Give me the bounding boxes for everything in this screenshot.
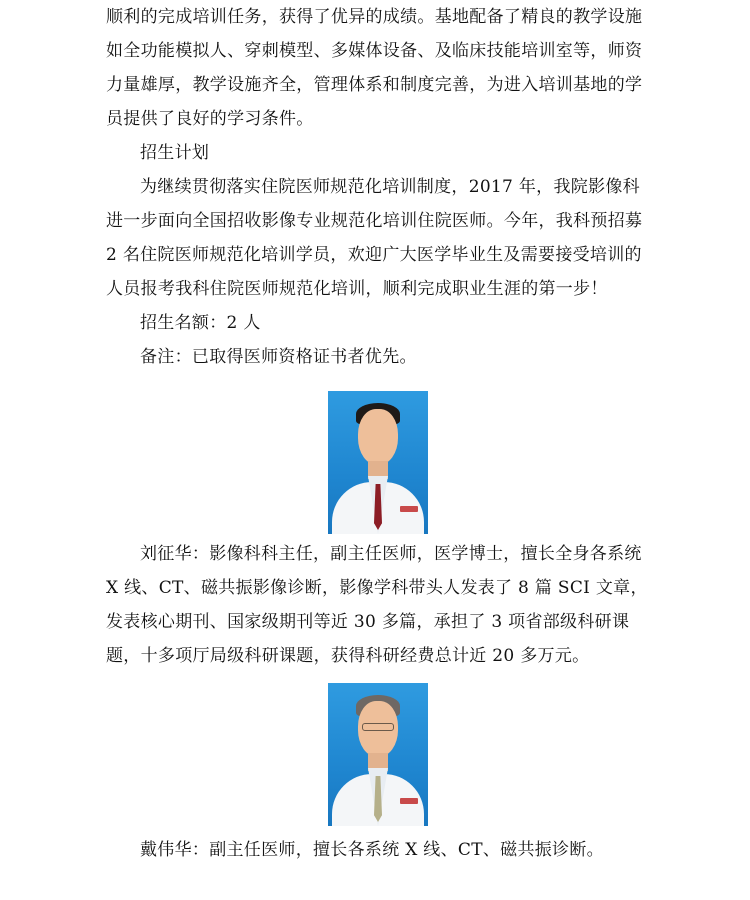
intro-paragraph-continued: 顺利的完成培训任务，获得了优异的成绩。基地配备了精良的教学设施如全功能模拟人、穿刺模型、多媒体设备、及临床技能培训室等，师资力量雄厚，教学设施齐全，管理体系和制度完善，为进入培训基地的学员提供了良好的学习条件。: [106, 7, 643, 129]
enrollment-quota: 招生名额：2 人: [140, 313, 261, 333]
glasses-icon: [362, 723, 394, 731]
doctor-portrait-photo-1: [328, 391, 428, 534]
hospital-badge-icon: [400, 506, 418, 512]
doctor-bio-2: 戴伟华：副主任医师，擅长各系统 X 线、CT、磁共振诊断。: [140, 840, 604, 860]
doctor-bio-1: 刘征华：影像科科主任，副主任医师，医学博士，擅长全身各系统 X 线、CT、磁共振影像诊断，影像学科带头人发表了 8 篇 SCI 文章，发表核心期刊、国家级期刊等近 30 多篇，承担了 3 项省部级科研课题，十多项厅局级科研课题，获得科研经费总计近 20 多万元。: [106, 544, 648, 666]
doctor-portrait-photo-2: [328, 683, 428, 826]
enrollment-plan-paragraph: 为继续贯彻落实住院医师规范化培训制度，2017 年，我院影像科进一步面向全国招收影像专业规范化培训住院医师。今年，我科预招募 2 名住院医师规范化培训学员，欢迎广大医学毕业生及需要接受培训的人员报考我科住院医师规范化培训，顺利完成职业生涯的第一步！: [106, 177, 643, 299]
hospital-badge-icon: [400, 798, 418, 804]
enrollment-note: 备注：已取得医师资格证书者优先。: [140, 347, 417, 367]
face-shape: [358, 409, 398, 465]
section-heading-enrollment-plan: 招生计划: [140, 143, 210, 163]
document-body: [106, 0, 650, 867]
